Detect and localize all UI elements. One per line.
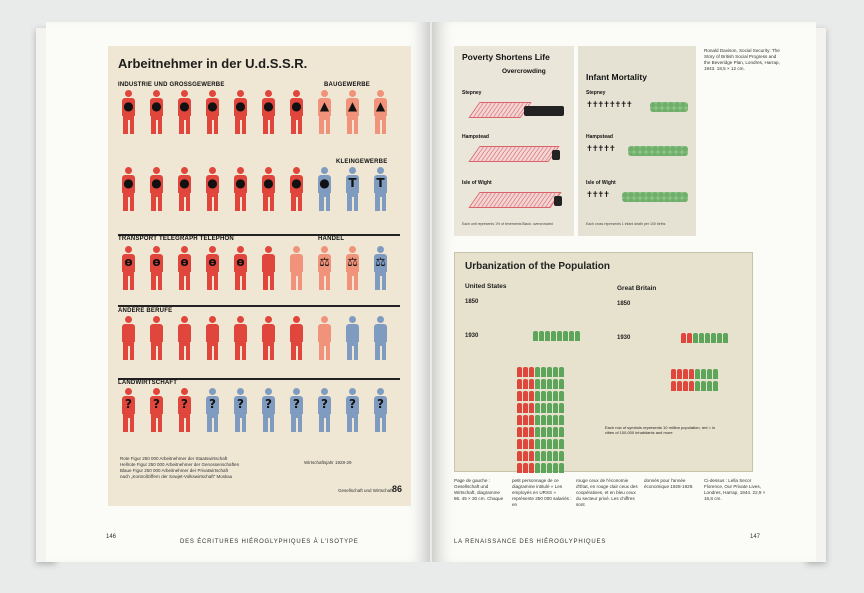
urban-footnote: Each row of symbols represents 10 million population; red = in cities of 100,000 inhabitants and more	[605, 425, 716, 435]
population-symbol	[539, 331, 544, 341]
population-symbol	[535, 379, 540, 389]
population-symbol	[553, 415, 558, 425]
population-symbol	[553, 403, 558, 413]
population-symbol	[547, 463, 552, 473]
caption-col-4: donnés pour l'année économique 1928-1929.	[644, 478, 694, 489]
person-figure	[316, 316, 333, 360]
row-label-kleingewerbe: KLEINGEWERBE	[336, 159, 388, 165]
population-symbol	[517, 391, 522, 401]
person-figure: ●	[204, 167, 221, 211]
population-symbol	[553, 427, 558, 437]
population-symbol	[523, 415, 528, 425]
caption-col-2: petit personnage de ce diagramme intitulé « Les employés en URSS » représente 250 000 salariés : en	[512, 478, 572, 507]
person-figure: ●	[260, 90, 277, 134]
person-figure: ?	[120, 388, 137, 432]
population-symbol	[523, 439, 528, 449]
population-symbol	[671, 381, 676, 391]
person-figure: ●	[176, 167, 193, 211]
population-symbol	[523, 367, 528, 377]
population-symbol	[713, 369, 718, 379]
population-symbol	[535, 463, 540, 473]
person-figure: ɵ	[204, 246, 221, 290]
person-figure: T	[344, 167, 361, 211]
population-symbol	[523, 403, 528, 413]
person-figure	[288, 246, 305, 290]
infant-place-isle-of-wight: Isle of Wight	[586, 180, 616, 186]
population-symbol	[689, 369, 694, 379]
person-figure	[232, 316, 249, 360]
population-symbol	[563, 331, 568, 341]
population-symbol	[559, 427, 564, 437]
poverty-footnote: Each unit represents 1% of tenements Black: overcrowded	[462, 222, 553, 226]
poverty-place-hampstead: Hampstead	[462, 134, 489, 140]
infant-place-stepney: Stepney	[586, 90, 606, 96]
population-symbol	[541, 379, 546, 389]
population-symbol	[533, 331, 538, 341]
population-symbol	[517, 379, 522, 389]
population-symbol	[717, 333, 722, 343]
population-symbol	[677, 369, 682, 379]
page-number-left: 146	[106, 534, 117, 540]
person-figure: ɵ	[232, 246, 249, 290]
population-symbol	[535, 439, 540, 449]
population-symbol	[707, 369, 712, 379]
population-symbol	[517, 367, 522, 377]
person-figure: ●	[120, 167, 137, 211]
population-symbol	[529, 451, 534, 461]
row-label-andere: ANDERE BERUFE	[118, 308, 173, 314]
population-symbol	[693, 333, 698, 343]
person-figure: ●	[176, 90, 193, 134]
population-symbol	[559, 367, 564, 377]
person-figure	[372, 316, 389, 360]
population-symbol	[547, 367, 552, 377]
row-label-landwirtschaft: LANDWIRTSCHAFT	[118, 380, 178, 386]
population-symbol	[701, 381, 706, 391]
overcrowded-block-isle-of-wight	[554, 196, 562, 206]
person-figure: ?	[288, 388, 305, 432]
population-symbol	[559, 451, 564, 461]
urban-title: Urbanization of the Population	[465, 261, 610, 272]
population-symbol	[687, 333, 692, 343]
population-symbol	[559, 379, 564, 389]
person-figure	[344, 316, 361, 360]
urban-year-us-1850: 1850	[465, 299, 479, 305]
person-figure: ɵ	[120, 246, 137, 290]
plate-title: Arbeitnehmer in der U.d.S.S.R.	[118, 56, 308, 71]
side-note-davison: Ronald Davison, Social Security: The Story of British Social Progress and the Beveridge Plan, Londres, Harrap, 1943. 18,5 × 12 cm.	[704, 48, 780, 71]
poverty-title: Poverty Shortens Life	[462, 52, 550, 62]
poverty-subtitle: Overcrowding	[502, 68, 546, 75]
person-figure	[288, 316, 305, 360]
population-symbol	[705, 333, 710, 343]
population-symbol	[677, 381, 682, 391]
person-figure: ?	[372, 388, 389, 432]
plate-legend: Rote Figur 250 000 Arbeitnehmer der Staatswirtschaft Hellrote Figur 250 000 Arbeitnehmer der Genossenschaften Blaue Figur 250 000 Arbeitnehmer der Privatwirtschaft nach „Kontrollziffern der Sowjet-Volkswirtschaft“ Moskau	[120, 456, 240, 479]
isotype-plate	[108, 46, 411, 506]
person-figure: ▲	[372, 90, 389, 134]
population-symbol	[569, 331, 574, 341]
population-symbol	[547, 451, 552, 461]
population-symbol	[553, 379, 558, 389]
person-figure: ?	[232, 388, 249, 432]
person-figure: ●	[232, 167, 249, 211]
person-figure: ●	[148, 167, 165, 211]
population-symbol	[723, 333, 728, 343]
population-symbol	[707, 381, 712, 391]
person-figure: ●	[288, 167, 305, 211]
person-figure: ?	[204, 388, 221, 432]
urban-year-us-1930: 1930	[465, 333, 479, 339]
person-figure: ●	[316, 167, 333, 211]
population-symbol	[701, 369, 706, 379]
population-symbol	[695, 381, 700, 391]
row-label-transport: TRANSPORT TELEGRAPH TELEPHON	[118, 236, 234, 242]
poverty-place-stepney: Stepney	[462, 90, 482, 96]
person-figure: ●	[288, 90, 305, 134]
population-symbol	[545, 331, 550, 341]
row-label-handel: HANDEL	[318, 236, 345, 242]
urban-year-gb-1850: 1850	[617, 301, 631, 307]
population-symbol	[547, 415, 552, 425]
population-symbol	[535, 451, 540, 461]
person-figure	[260, 246, 277, 290]
population-symbol	[517, 463, 522, 473]
infant-mortality-plate	[578, 46, 696, 236]
person-figure: ⚖	[316, 246, 333, 290]
person-figure	[120, 316, 137, 360]
person-figure: ?	[344, 388, 361, 432]
row-label-industrie: INDUSTRIE UND GROSSGEWERBE	[118, 82, 225, 88]
population-symbol	[695, 369, 700, 379]
population-symbol	[559, 391, 564, 401]
population-symbol	[535, 427, 540, 437]
person-figure: ⚖	[344, 246, 361, 290]
person-figure: ▲	[316, 90, 333, 134]
population-symbol	[541, 403, 546, 413]
population-symbol	[541, 463, 546, 473]
population-symbol	[535, 403, 540, 413]
population-symbol	[529, 367, 534, 377]
left-page	[46, 22, 430, 562]
population-symbol	[547, 427, 552, 437]
survivors-stepney	[650, 102, 688, 112]
population-symbol	[529, 391, 534, 401]
population-symbol	[529, 403, 534, 413]
population-symbol	[553, 367, 558, 377]
population-symbol	[689, 381, 694, 391]
population-symbol	[559, 403, 564, 413]
caption-col-3: rouge ceux de l'économie d'État, en rouge clair ceux des coopératives, et en bleu ceux du secteur privé. Les chiffres sont	[576, 478, 638, 507]
overcrowded-block-hampstead	[552, 150, 560, 160]
person-figure	[260, 316, 277, 360]
row-label-baugewerbe: BAUGEWERBE	[324, 82, 371, 88]
population-symbol	[551, 331, 556, 341]
population-symbol	[541, 427, 546, 437]
caption-col-1: Page de gauche : Gesellschaft und Wirtschaft, diagramme 86. 45 × 30 cm. Chaque	[454, 478, 504, 501]
crosses-stepney: ✝✝✝✝✝✝✝✝	[586, 100, 632, 109]
population-symbol	[547, 391, 552, 401]
survivors-isle-of-wight	[622, 192, 688, 202]
poverty-plate	[454, 46, 574, 236]
population-symbol	[547, 403, 552, 413]
page-number-right: 147	[750, 534, 761, 540]
person-figure: ▲	[344, 90, 361, 134]
right-page	[432, 22, 816, 562]
population-symbol	[559, 439, 564, 449]
person-figure: ɵ	[148, 246, 165, 290]
population-symbol	[559, 463, 564, 473]
population-symbol	[541, 451, 546, 461]
running-head-left: DES ÉCRITURES HIÉROGLYPHIQUES À L'ISOTYPE	[180, 539, 359, 545]
crosses-hampstead: ✝✝✝✝✝	[586, 144, 615, 153]
population-symbol	[529, 439, 534, 449]
population-symbol	[523, 391, 528, 401]
plate-year: Wirtschaftsjahr 1928-29	[304, 460, 352, 465]
person-figure: ●	[232, 90, 249, 134]
population-symbol	[553, 439, 558, 449]
population-symbol	[547, 379, 552, 389]
population-symbol	[517, 403, 522, 413]
population-symbol	[547, 439, 552, 449]
population-symbol	[671, 369, 676, 379]
population-symbol	[523, 427, 528, 437]
person-figure: ⚖	[372, 246, 389, 290]
houses-hampstead	[468, 146, 559, 162]
poverty-place-isle-of-wight: Isle of Wight	[462, 180, 492, 186]
person-figure: ●	[120, 90, 137, 134]
person-figure: T	[372, 167, 389, 211]
population-symbol	[713, 381, 718, 391]
person-figure: ɵ	[176, 246, 193, 290]
person-figure	[176, 316, 193, 360]
population-symbol	[557, 331, 562, 341]
population-symbol	[681, 333, 686, 343]
population-symbol	[541, 439, 546, 449]
population-symbol	[529, 379, 534, 389]
population-symbol	[683, 381, 688, 391]
person-figure	[204, 316, 221, 360]
open-book	[36, 22, 826, 570]
caption-col-5: Ci-dessus : Lella Secor Florence, Our Private Lives, Londres, Harrap, 1944. 22,9 × 16,8 cm.	[704, 478, 766, 501]
population-symbol	[523, 379, 528, 389]
person-figure: ●	[148, 90, 165, 134]
person-figure: ●	[260, 167, 277, 211]
population-symbol	[575, 331, 580, 341]
running-head-right: LA RENAISSANCE DES HIÉROGLYPHIQUES	[454, 539, 607, 545]
population-symbol	[559, 415, 564, 425]
urban-col-us: United States	[465, 283, 507, 290]
urban-col-gb: Great Britain	[617, 285, 657, 292]
plate-number-badge: 86	[392, 484, 403, 494]
overcrowded-block-stepney	[524, 106, 564, 116]
population-symbol	[523, 463, 528, 473]
infant-place-hampstead: Hampstead	[586, 134, 613, 140]
person-figure: ?	[148, 388, 165, 432]
row-divider	[118, 305, 400, 307]
population-symbol	[535, 415, 540, 425]
population-symbol	[553, 451, 558, 461]
population-symbol	[553, 391, 558, 401]
urban-year-gb-1930: 1930	[617, 335, 631, 341]
population-symbol	[535, 391, 540, 401]
person-figure: ●	[204, 90, 221, 134]
plate-source: Gesellschaft und Wirtschaft	[338, 488, 393, 493]
population-symbol	[523, 451, 528, 461]
person-figure: ?	[260, 388, 277, 432]
houses-isle-of-wight	[468, 192, 561, 208]
population-symbol	[529, 427, 534, 437]
population-symbol	[529, 415, 534, 425]
population-symbol	[553, 463, 558, 473]
person-figure	[148, 316, 165, 360]
population-symbol	[517, 427, 522, 437]
person-figure: ?	[316, 388, 333, 432]
survivors-hampstead	[628, 146, 688, 156]
population-symbol	[699, 333, 704, 343]
population-symbol	[529, 463, 534, 473]
person-figure: ?	[176, 388, 193, 432]
infant-title: Infant Mortality	[586, 72, 647, 82]
population-symbol	[535, 367, 540, 377]
population-symbol	[711, 333, 716, 343]
population-symbol	[541, 415, 546, 425]
population-symbol	[541, 391, 546, 401]
houses-stepney	[468, 102, 531, 118]
population-symbol	[541, 367, 546, 377]
infant-footnote: Each cross represents 1 infant death per 100 births	[586, 222, 666, 226]
crosses-isle-of-wight: ✝✝✝✝	[586, 190, 609, 199]
population-symbol	[517, 415, 522, 425]
population-symbol	[517, 451, 522, 461]
urbanization-plate	[454, 252, 753, 472]
population-symbol	[517, 439, 522, 449]
population-symbol	[683, 369, 688, 379]
